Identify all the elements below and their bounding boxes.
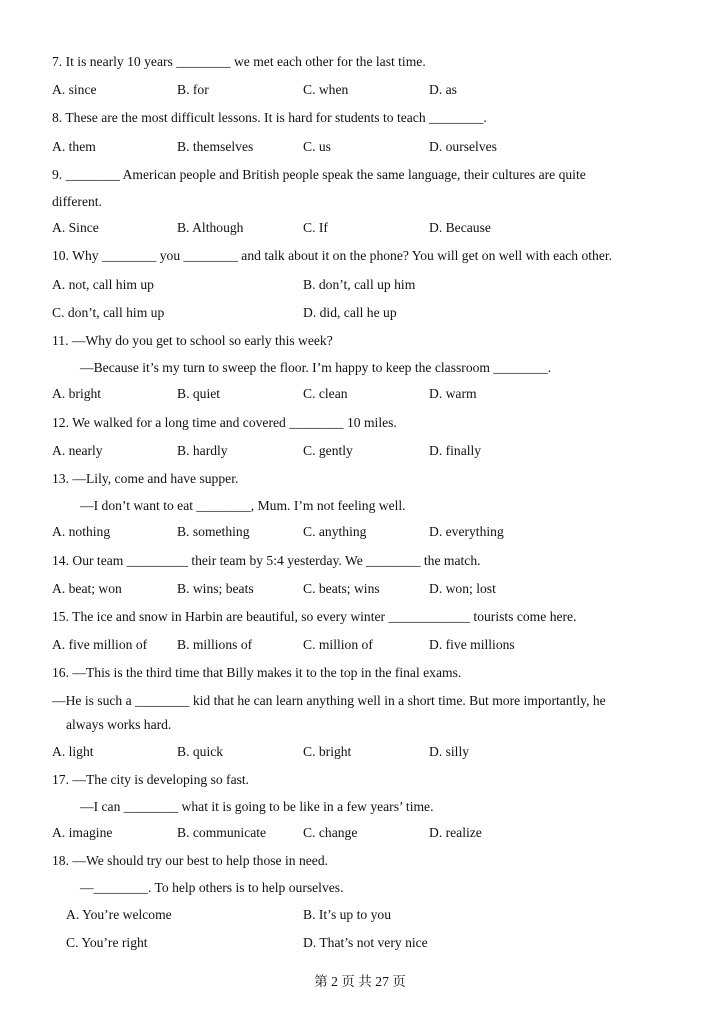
q11-option-c: C. clean xyxy=(303,386,348,401)
q17-option-d: D. realize xyxy=(429,825,482,840)
q16-option-a: A. light xyxy=(52,744,94,759)
q18-option-b: B. It’s up to you xyxy=(303,907,391,922)
q7-option-c: C. when xyxy=(303,82,349,97)
q12-option-d: D. finally xyxy=(429,443,482,458)
question-12-stem: 12. We walked for a long time and covered ________ 10 miles. xyxy=(52,415,397,430)
question-17-stem: 17. —The city is developing so fast. xyxy=(52,772,250,787)
q16-option-d: D. silly xyxy=(429,744,470,759)
q10-option-a: A. not, call him up xyxy=(52,277,154,292)
q18-option-c: C. You’re right xyxy=(66,935,148,950)
q13-option-b: B. something xyxy=(177,524,250,539)
q12-option-a: A. nearly xyxy=(52,443,103,458)
q14-option-d: D. won; lost xyxy=(429,581,496,596)
q13-option-c: C. anything xyxy=(303,524,367,539)
q9-option-d: D. Because xyxy=(429,220,491,235)
question-15-stem: 15. The ice and snow in Harbin are beautiful, so every winter ____________ tourists come here. xyxy=(52,609,577,624)
question-16-reply: —He is such a ________ kid that he can learn anything well in a short time. But more importantly, he xyxy=(52,693,606,708)
q9-option-c: C. If xyxy=(303,220,328,235)
q9-option-a: A. Since xyxy=(52,220,99,235)
question-13-reply: —I don’t want to eat ________, Mum. I’m not feeling well. xyxy=(80,498,406,513)
q8-option-d: D. ourselves xyxy=(429,139,497,154)
question-16-stem: 16. —This is the third time that Billy makes it to the top in the final exams. xyxy=(52,665,462,680)
question-10-stem: 10. Why ________ you ________ and talk about it on the phone? You will get on well with each other. xyxy=(52,248,613,263)
q11-option-b: B. quiet xyxy=(177,386,221,401)
q16-option-b: B. quick xyxy=(177,744,224,759)
q7-option-b: B. for xyxy=(177,82,209,97)
q15-option-d: D. five millions xyxy=(429,637,515,652)
q11-option-d: D. warm xyxy=(429,386,477,401)
q8-option-b: B. themselves xyxy=(177,139,254,154)
q8-option-a: A. them xyxy=(52,139,96,154)
page-number: 第 2 页 共 27 页 xyxy=(314,974,406,989)
question-14-stem: 14. Our team _________ their team by 5:4 yesterday. We ________ the match. xyxy=(52,553,481,568)
question-11-reply: —Because it’s my turn to sweep the floor. I’m happy to keep the classroom ________. xyxy=(80,360,552,375)
q7-option-d: D. as xyxy=(429,82,457,97)
question-16-reply-cont: always works hard. xyxy=(66,717,172,732)
q17-option-b: B. communicate xyxy=(177,825,267,840)
q7-option-a: A. since xyxy=(52,82,97,97)
q15-option-a: A. five million of xyxy=(52,637,148,652)
question-17-reply: —I can ________ what it is going to be like in a few years’ time. xyxy=(80,799,434,814)
q12-option-b: B. hardly xyxy=(177,443,228,458)
q12-option-c: C. gently xyxy=(303,443,353,458)
question-7-stem: 7. It is nearly 10 years ________ we met each other for the last time. xyxy=(52,54,426,69)
question-9-stem-cont: different. xyxy=(52,194,102,209)
question-11-stem: 11. —Why do you get to school so early this week? xyxy=(52,333,333,348)
question-18-reply: —________. To help others is to help ourselves. xyxy=(80,880,344,895)
question-18-stem: 18. —We should try our best to help those in need. xyxy=(52,853,329,868)
q16-option-c: C. bright xyxy=(303,744,352,759)
q8-option-c: C. us xyxy=(303,139,331,154)
q9-option-b: B. Although xyxy=(177,220,244,235)
q11-option-a: A. bright xyxy=(52,386,102,401)
q17-option-c: C. change xyxy=(303,825,358,840)
question-13-stem: 13. —Lily, come and have supper. xyxy=(52,471,239,486)
q13-option-d: D. everything xyxy=(429,524,504,539)
q17-option-a: A. imagine xyxy=(52,825,113,840)
q10-option-d: D. did, call he up xyxy=(303,305,397,320)
q14-option-b: B. wins; beats xyxy=(177,581,254,596)
question-9-stem: 9. ________ American people and British people speak the same language, their cultures are quite xyxy=(52,167,586,182)
q14-option-a: A. beat; won xyxy=(52,581,122,596)
q15-option-b: B. millions of xyxy=(177,637,253,652)
q10-option-c: C. don’t, call him up xyxy=(52,305,165,320)
q13-option-a: A. nothing xyxy=(52,524,111,539)
q15-option-c: C. million of xyxy=(303,637,373,652)
q18-option-d: D. That’s not very nice xyxy=(303,935,428,950)
question-8-stem: 8. These are the most difficult lessons. It is hard for students to teach ________. xyxy=(52,110,487,125)
q14-option-c: C. beats; wins xyxy=(303,581,380,596)
q18-option-a: A. You’re welcome xyxy=(66,907,172,922)
q10-option-b: B. don’t, call up him xyxy=(303,277,416,292)
